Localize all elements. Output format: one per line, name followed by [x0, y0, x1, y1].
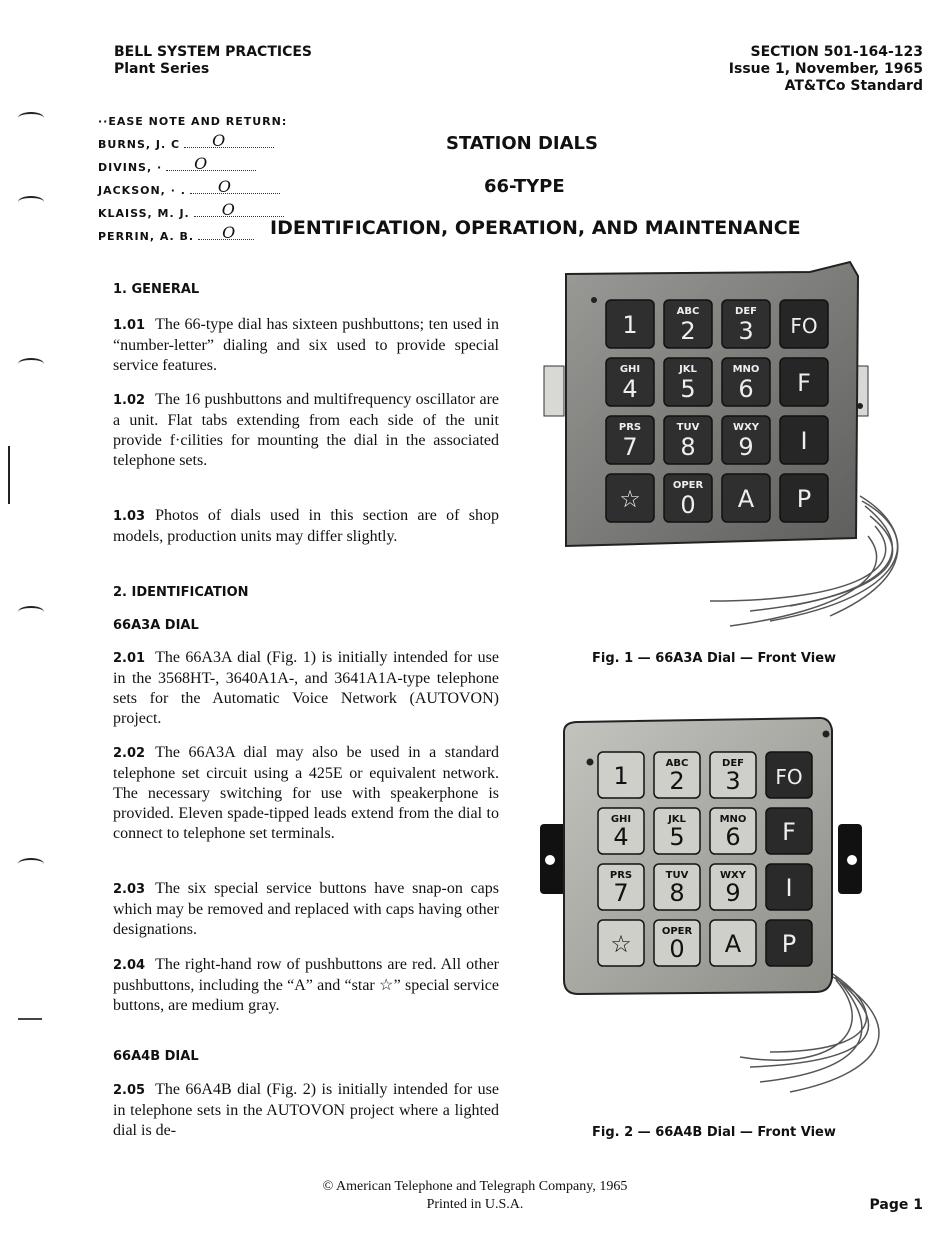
- keypad-button-label: 2: [669, 767, 685, 795]
- keypad-button-label: I: [785, 874, 793, 902]
- keypad-button-letters: MNO: [719, 814, 747, 825]
- stamp-row: [98, 179, 287, 202]
- keypad-button-label: 7: [613, 879, 629, 907]
- keypad-button-label: ☆: [610, 930, 632, 958]
- paragraph-2-01: [113, 648, 499, 729]
- document-subtitle: 66-TYPE: [484, 176, 565, 197]
- paragraph-2-05: [113, 1080, 499, 1141]
- mounting-tab: [544, 366, 564, 416]
- stamp-name: BURNS, J. C: [98, 138, 181, 151]
- paragraph-2-04: [113, 955, 499, 1016]
- paragraph-number: 1.01: [113, 318, 146, 333]
- screw: [591, 297, 597, 303]
- stamp-line: [190, 177, 280, 196]
- paragraph-text: The right-hand row of pushbuttons are red. All other pushbuttons, including the “A” and “star ☆” special service buttons, are medium gray.: [113, 956, 499, 1014]
- screw: [587, 759, 594, 766]
- keypad-button-label: 9: [725, 879, 741, 907]
- keypad-button-label: 5: [669, 823, 685, 851]
- stamp-row: [98, 202, 287, 225]
- stamp-mark: O: [221, 200, 236, 219]
- keypad-button-label: 9: [738, 433, 754, 461]
- subheading-66a4b: 66A4B DIAL: [113, 1049, 199, 1064]
- paragraph-number: 1.02: [113, 393, 146, 408]
- margin-mark: [18, 112, 44, 124]
- keypad-button-letters: ABC: [676, 306, 700, 317]
- paragraph-2-03: [113, 879, 499, 940]
- paragraph-number: 2.02: [113, 746, 146, 761]
- keypad-button-label: 0: [669, 935, 685, 963]
- keypad-button-label: A: [724, 930, 742, 958]
- keypad-button-letters: GHI: [610, 814, 632, 825]
- section-heading-general: 1. GENERAL: [113, 282, 200, 297]
- tab-hole: [545, 855, 555, 865]
- paragraph-text: The 16 pushbuttons and multifrequency oscillator are a unit. Flat tabs extending from each side of the unit provide f·cilities for mounting the dial in the associated telephone sets.: [113, 391, 499, 469]
- paragraph-1-03: [113, 506, 499, 547]
- paragraph-number: 2.05: [113, 1083, 146, 1098]
- section-number: SECTION 501-164-123: [750, 44, 923, 60]
- figure-1-photo: [530, 256, 930, 636]
- paragraph-text: The 66A4B dial (Fig. 2) is initially intended for use in telephone sets in the AUTOVON project where a lighted dial is de-: [113, 1081, 499, 1139]
- margin-mark: [18, 358, 44, 370]
- stamp-line: [198, 223, 254, 242]
- keypad-button-label: 4: [613, 823, 629, 851]
- stamp-row: [98, 156, 287, 179]
- paragraph-text: Photos of dials used in this section are of shop models, production units may differ slightly.: [113, 507, 499, 545]
- keypad-button-label: FO: [775, 765, 803, 789]
- margin-mark: [18, 196, 44, 208]
- document-topic: IDENTIFICATION, OPERATION, AND MAINTENANCE: [270, 217, 801, 239]
- stamp-name: PERRIN, A. B.: [98, 230, 195, 243]
- keypad-button-label: F: [782, 818, 796, 846]
- keypad-button-letters: TUV: [665, 870, 689, 881]
- keypad-button-label: 2: [680, 317, 696, 345]
- stamp-mark: O: [222, 223, 237, 242]
- issue-date: Issue 1, November, 1965: [728, 61, 923, 77]
- keypad-button-label: 8: [680, 433, 696, 461]
- document-title: STATION DIALS: [446, 133, 598, 154]
- keypad-button-label: I: [800, 427, 808, 455]
- stamp-line: [194, 200, 284, 219]
- keypad-button-label: 1: [622, 311, 638, 339]
- keypad-button-label: 6: [725, 823, 741, 851]
- paragraph-text: The 66-type dial has sixteen pushbuttons; ten used in “number-letter” dialing and six used to provide special service features.: [113, 316, 499, 374]
- keypad-button-letters: ABC: [665, 758, 689, 769]
- screw: [823, 731, 830, 738]
- keypad-button-letters: WXY: [733, 422, 759, 433]
- stamp-mark: O: [217, 177, 233, 196]
- keypad-button-letters: OPER: [672, 480, 704, 491]
- stamp-row: [98, 225, 287, 248]
- figure-2-photo: [530, 712, 930, 1112]
- keypad-button-label: P: [781, 930, 797, 958]
- keypad-button-letters: OPER: [661, 926, 693, 937]
- keypad-button-letters: TUV: [676, 422, 700, 433]
- keypad-button-letters: GHI: [619, 364, 641, 375]
- margin-mark: [18, 1018, 42, 1020]
- paragraph-2-02: [113, 743, 499, 844]
- keypad-button-label: 1: [613, 762, 629, 790]
- paragraph-text: The 66A3A dial may also be used in a standard telephone set circuit using a 425E or equivalent network. The necessary switching for use with speakerphone is provided. Eleven spade-tipped leads extend from the dial to connect to telephone set terminals.: [113, 744, 499, 842]
- tab-hole: [847, 855, 857, 865]
- paragraph-number: 2.03: [113, 882, 146, 897]
- stamp-name: JACKSON, · .: [98, 184, 186, 197]
- stamp-name: DIVINS, ·: [98, 161, 163, 174]
- page-number: Page 1: [869, 1197, 923, 1213]
- stamp-row: [98, 133, 287, 156]
- keypad-button-label: A: [737, 485, 755, 513]
- series-label: Plant Series: [114, 61, 210, 77]
- practice-title: BELL SYSTEM PRACTICES: [114, 44, 313, 60]
- keypad-button-label: 7: [622, 433, 638, 461]
- margin-mark: [18, 858, 44, 870]
- screw: [857, 403, 863, 409]
- paragraph-number: 2.01: [113, 651, 146, 666]
- keypad-button-letters: JKL: [679, 364, 697, 375]
- keypad-button-label: 3: [725, 767, 741, 795]
- stamp-line: [166, 154, 256, 173]
- keypad-button-label: 8: [669, 879, 685, 907]
- paragraph-text: The 66A3A dial (Fig. 1) is initially intended for use in the 3568HT-, 3640A1A-, and 3641A1A-type telephone sets for the Automatic Voice Network (AUTOVON) project.: [113, 649, 499, 727]
- margin-mark: [18, 606, 44, 618]
- subheading-66a3a: 66A3A DIAL: [113, 618, 199, 633]
- figure-2-caption: Fig. 2 — 66A4B Dial — Front View: [592, 1125, 836, 1140]
- figure-1-caption: Fig. 1 — 66A3A Dial — Front View: [592, 651, 837, 666]
- paragraph-1-01: [113, 315, 499, 376]
- routing-stamp: [98, 110, 287, 248]
- printed-line: Printed in U.S.A.: [426, 1197, 524, 1212]
- keypad-button-letters: JKL: [668, 814, 686, 825]
- keypad-button-label: ☆: [619, 485, 641, 513]
- keypad-button-letters: DEF: [735, 306, 757, 317]
- paragraph-number: 1.03: [113, 509, 146, 524]
- stamp-mark: O: [194, 154, 209, 173]
- paragraph-1-02: [113, 390, 499, 471]
- keypad-button-label: 5: [680, 375, 696, 403]
- keypad-button-label: F: [797, 369, 811, 397]
- keypad-button-letters: WXY: [720, 870, 746, 881]
- keypad-button-letters: PRS: [618, 422, 642, 433]
- keypad-button-label: 0: [680, 491, 696, 519]
- keypad-button-label: 3: [738, 317, 754, 345]
- keypad-button-letters: MNO: [732, 364, 760, 375]
- stamp-mark: O: [212, 131, 227, 150]
- copyright-line: © American Telephone and Telegraph Company, 1965: [322, 1179, 628, 1194]
- paragraph-text: The six special service buttons have snap-on caps which may be removed and replaced with caps having other designations.: [113, 880, 499, 938]
- paragraph-number: 2.04: [113, 958, 146, 973]
- section-heading-identification: 2. IDENTIFICATION: [113, 585, 249, 600]
- keypad-button-letters: PRS: [609, 870, 633, 881]
- standard-label: AT&TCo Standard: [784, 78, 923, 94]
- keypad-button-label: P: [796, 485, 812, 513]
- keypad-button-letters: DEF: [722, 758, 744, 769]
- stamp-heading: ··EASE NOTE AND RETURN:: [98, 115, 288, 128]
- stamp-name: KLAISS, M. J.: [98, 207, 190, 220]
- header-left: [114, 44, 312, 78]
- keypad-button-label: FO: [790, 314, 818, 338]
- keypad-button-label: 6: [738, 375, 754, 403]
- keypad-button-label: 4: [622, 375, 638, 403]
- footer: [0, 1178, 950, 1214]
- stamp-line: [184, 131, 274, 150]
- header-right: [729, 44, 923, 95]
- margin-bracket: [8, 446, 10, 504]
